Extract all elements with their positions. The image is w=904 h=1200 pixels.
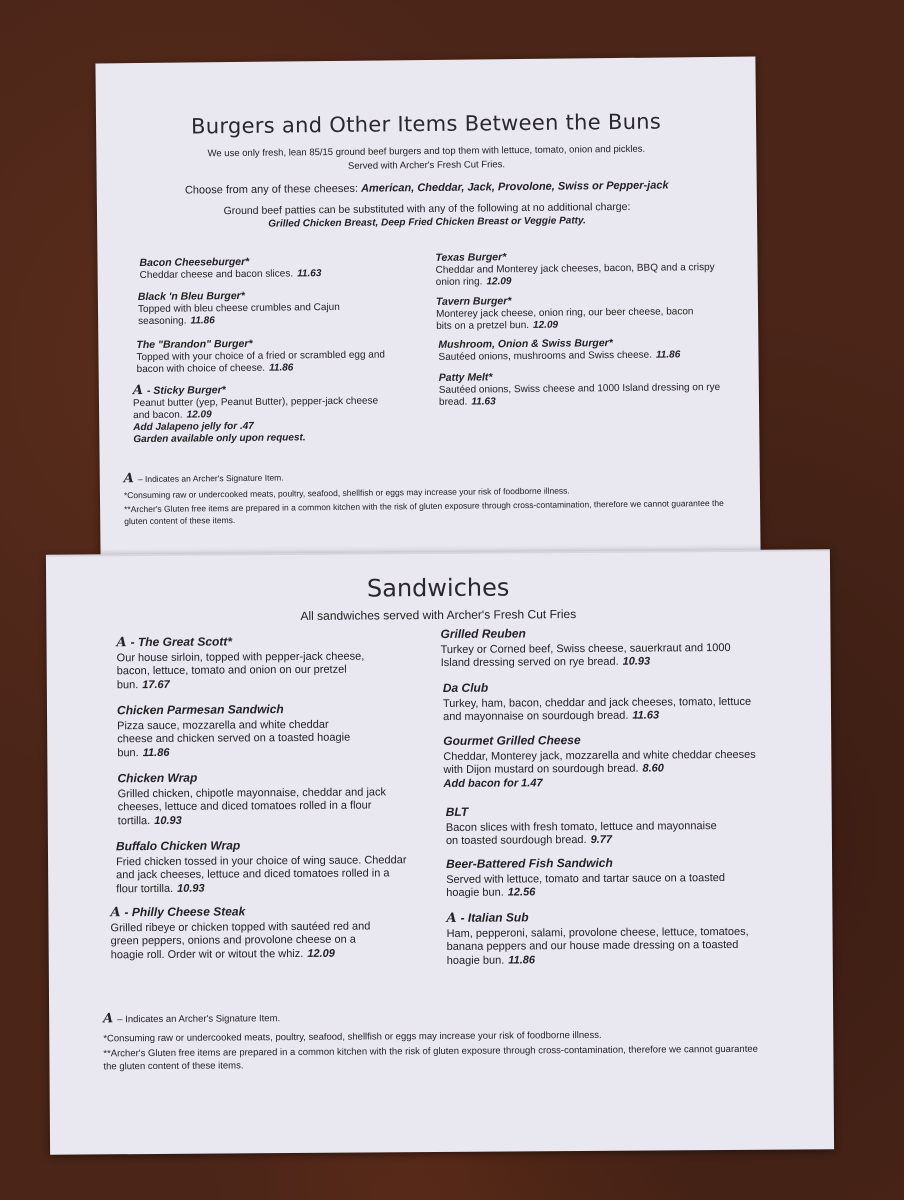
menu-item-price: 11.86 [190,315,215,327]
menu-item-mushroom-onion-swiss-burger [438,336,738,364]
menu-item-description: Cheddar and Monterey jack cheeses, bacon, BBQ and a crispy onion ring. 12.09 [435,261,715,288]
menu-item-da-club [443,680,757,725]
menu-item-name: - Sticky Burger* [146,384,226,397]
menu-item-price: 10.93 [177,882,205,895]
menu-item-name: Tavern Burger* [435,295,512,308]
menu-item-name: - The Great Scott* [130,634,233,650]
menu-item-description: Cheddar cheese and bacon slices. 11.63 [139,268,322,282]
menu-item-name-row [446,910,750,926]
menu-item-price: 10.93 [154,814,182,827]
gluten-disclaimer: **Archer's Gluten free items are prepared in a common kitchen with the risk of gluten exposure through cross-contamination, therefore we cannot guarantee the gluten content of these items. [124,497,724,527]
menu-item-blt [446,804,726,848]
burgers-section-title: Burgers and Other Items Between the Buns [190,109,662,139]
menu-item-name: - Philly Cheese Steak [124,904,246,920]
menu-item-name: Mushroom, Onion & Swiss Burger* [438,337,613,351]
menu-item-price: 12.56 [507,886,536,899]
menu-item-addon: Add Jalapeno jelly for .47 [133,420,254,434]
menu-item-name: Texas Burger* [435,251,507,264]
menu-item-description: Turkey, ham, bacon, cheddar and jack cheeses, tomato, lettuce and mayonnaise on sourdough bread. 11.63 [442,695,752,723]
menu-item-addon: Add bacon for 1.47 [443,776,543,790]
cheese-options-prefix: Choose from any of these cheeses: [184,182,359,197]
menu-item-sticky-burger [133,382,396,446]
menu-item-description: Sautéed onions, Swiss cheese and 1000 Island dressing on rye bread. 11.63 [438,381,721,408]
signature-item-icon: A [123,471,134,487]
menu-item-name: BLT [445,804,469,819]
menu-item-price: 9.77 [590,833,613,846]
sandwiches-subtitle: All sandwiches served with Archer's Fresh Cut Fries [300,607,577,623]
menu-item-price: 10.93 [622,655,651,668]
menu-item-name: The "Brandon" Burger* [136,337,253,352]
menu-item-buffalo-chicken-wrap [116,838,408,896]
menu-item-price: 11.86 [508,953,536,967]
menu-item-description: Our house sirloin, topped with pepper-jack cheese, bacon, lettuce, tomato and onion on our pretzel bun. 17.67 [116,650,365,691]
menu-item-description: Peanut butter (yep, Peanut Butter), pepper-jack cheese and bacon. 12.09 [132,395,379,422]
menu-item-description: Turkey or Corned beef, Swiss cheese, sauerkraut and 1000 Island dressing served on rye bread. 10.93 [440,641,731,669]
menu-item-price: 11.86 [268,362,294,374]
raw-food-warning: *Consuming raw or undercooked meats, poultry, seafood, shellfish or eggs may increase your risk of foodborne illness. [103,1029,602,1045]
signature-legend: A – Indicates an Archer's Signature Item. [123,471,284,487]
sandwiches-section-title: Sandwiches [366,573,510,603]
menu-item-patty-melt [439,369,739,409]
menu-item-texas-burger [435,249,717,289]
menu-item-brandon-burger [136,336,398,376]
menu-item-gourmet-grilled-cheese [443,733,761,791]
burgers-footnotes [124,467,745,527]
signature-item-icon: A [132,382,144,399]
menu-item-philly-cheese-steak [110,904,386,962]
menu-item-name-row [110,904,386,919]
menu-item-description: Bacon slices with fresh tomato, lettuce and mayonnaise on toasted sourdough bread. 9.77 [445,819,717,847]
cheese-options-line [97,179,757,198]
menu-item-description: Topped with your choice of a fried or scrambled egg and bacon with choice of cheese. 11.86 [136,349,386,376]
menu-item-description: Pizza sauce, mozzarella and white cheddar cheese and chicken served on a toasted hoagie bun. 11.86 [117,718,351,759]
menu-item-chicken-wrap [117,770,387,828]
menu-item-name: Gourmet Grilled Cheese [443,733,581,748]
menu-item-name: Black 'n Bleu Burger* [137,289,245,304]
menu-item-price: 11.63 [297,268,322,280]
signature-item-icon: A [446,910,457,926]
patty-substitution-options: Grilled Chicken Breast, Deep Fried Chicken Breast or Veggie Patty. [268,215,586,230]
menu-item-name: Da Club [442,680,489,695]
menu-item-chicken-parmesan-sandwich [117,703,367,761]
menu-item-beer-battered-fish-sandwich [446,856,736,901]
menu-item-price: 12.09 [186,409,212,421]
menu-item-italian-sub [446,910,750,968]
signature-item-icon: A [110,905,121,921]
sandwiches-menu-sheet [46,549,834,1154]
menu-item-description: Ham, pepperoni, salami, provolone cheese, lettuce, tomatoes, banana peppers and our house made dressing on a toasted hoagie bun. 11.86 [446,925,749,967]
menu-item-description: Grilled chicken, chipotle mayonnaise, cheddar and jack cheeses, lettuce and diced tomatoes rolled in a flour tortilla. 10.93 [117,785,387,827]
cheese-options-list: American, Cheddar, Jack, Provolone, Swiss or Pepper-jack [360,179,669,195]
burgers-intro-line-2: Served with Archer's Fresh Cut Fries. [347,159,506,172]
menu-item-name: Buffalo Chicken Wrap [115,838,241,854]
menu-item-price: 11.86 [655,349,681,361]
menu-item-name: Chicken Wrap [117,770,198,786]
menu-item-description: Cheddar, Monterey jack, mozzarella and white cheddar cheeses with Dijon mustard on sourdough bread. 8.60 [443,748,756,776]
menu-item-description: Sautéed onions, mushrooms and Swiss cheese. 11.86 [438,349,681,363]
menu-item-name: Bacon Cheeseburger* [139,255,250,270]
menu-item-name: Chicken Parmesan Sandwich [116,702,284,718]
menu-item-price: 17.67 [142,678,170,691]
menu-item-grilled-reuben [440,626,740,671]
menu-item-name: Beer-Battered Fish Sandwich [446,855,613,871]
menu-item-black-n-bleu-burger [138,288,388,328]
patty-substitution-line: Ground beef patties can be substituted with any of the following at no additional charge: [223,200,631,218]
menu-item-price: 12.09 [307,947,335,960]
menu-item-bacon-cheeseburger [139,254,399,282]
signature-item-icon: A [103,1011,114,1027]
menu-item-description: Served with lettuce, tomato and tartar sauce on a toasted hoagie bun. 12.56 [446,871,726,899]
raw-food-warning: *Consuming raw or undercooked meats, poultry, seafood, shellfish or eggs may increase your risk of foodborne illness. [123,485,570,501]
gluten-disclaimer: **Archer's Gluten free items are prepared in a common kitchen with the risk of gluten exposure through cross-contamination, therefore we cannot guarantee the gluten content of these items. [103,1043,758,1073]
menu-item-description: Grilled ribeye or chicken topped with sautéed red and green peppers, onions and provolone cheese on a hoagie roll. Order wit or witout the whiz. 12.09 [110,919,371,961]
burgers-menu-sheet [95,57,760,560]
signature-legend: A – Indicates an Archer's Signature Item. [103,1011,281,1027]
menu-item-name: Patty Melt* [438,371,493,384]
sandwiches-footnotes [103,1008,763,1074]
menu-item-great-scott [116,634,396,692]
menu-item-price: 12.09 [486,276,512,288]
menu-item-description: Monterey jack cheese, onion ring, our beer cheese, bacon bits on a pretzel bun. 12.09 [436,306,694,332]
menu-item-description: Fried chicken tossed in your choice of wing sauce. Cheddar and jack cheeses, lettuce and diced tomatoes rolled in a flour tortilla. 10.93 [116,853,407,895]
menu-item-description: Topped with bleu cheese crumbles and Cajun seasoning. 11.86 [137,301,340,328]
menu-item-name: - Italian Sub [460,910,529,925]
menu-item-note: Garden available only upon request. [133,432,306,446]
signature-item-icon: A [116,635,127,651]
menu-item-name-row [116,634,396,649]
menu-item-price: 11.63 [632,709,660,722]
menu-item-tavern-burger [436,293,706,333]
menu-item-name: Grilled Reuben [440,626,526,641]
menu-item-price: 11.63 [471,396,496,408]
menu-item-price: 12.09 [532,319,559,331]
menu-item-price: 11.86 [142,746,170,759]
burgers-intro-line-1: We use only fresh, lean 85/15 ground beef burgers and top them with lettuce, tomato, onion and pickles. [207,143,646,160]
menu-item-price: 8.60 [642,762,664,775]
